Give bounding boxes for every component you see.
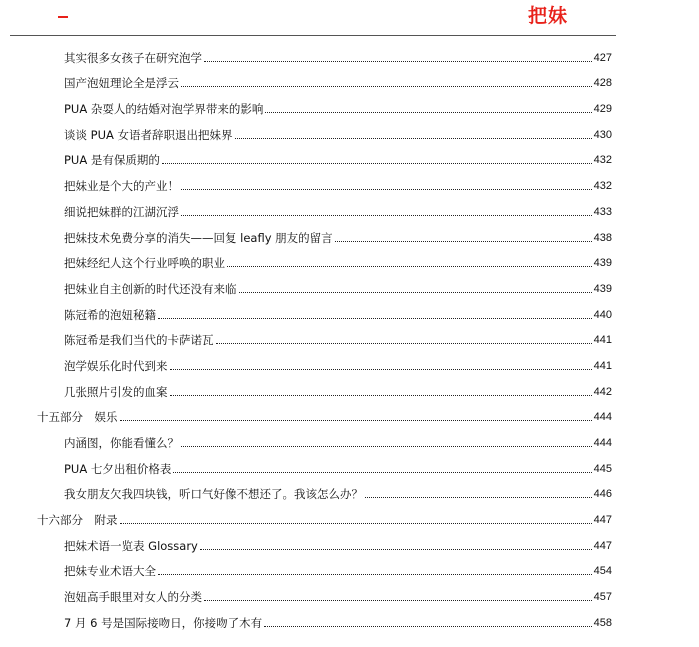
toc-entry[interactable] [0,455,612,481]
toc-entry-title: 把妹技术免费分享的消失——回复 leafly 朋友的留言 [64,230,333,245]
toc-dot-leader [181,214,592,216]
toc-dot-leader [216,342,592,344]
toc-entry[interactable] [0,250,612,276]
toc-entry-title: 内涵图，你能看懂么？ [64,436,179,450]
toc-dot-leader [158,317,592,319]
toc-page-number: 430 [593,128,612,141]
toc-page-number: 447 [593,514,612,527]
toc-dot-leader [265,111,591,113]
toc-page-number: 427 [593,51,612,64]
toc-dot-leader [200,548,592,550]
toc-entry[interactable] [0,275,612,301]
toc-dot-leader [365,496,592,498]
toc-page-number: 447 [593,539,612,552]
toc-entry-title: 十六部分 附录 [37,513,118,528]
toc-dot-leader [120,522,592,524]
toc-entry[interactable] [0,481,612,507]
toc-page-number: 444 [593,437,612,449]
toc-entry-title: 泡学娱乐化时代到来 [64,358,168,373]
toc-entry-title: 其实很多女孩子在研究泡学 [64,50,202,65]
header-red-mark [58,16,68,18]
toc-page-number: 440 [593,308,612,321]
toc-entry-title: 把妹业自主创新的时代还没有来临 [64,281,237,296]
toc-entry-title: 泡妞高手眼里对女人的分类 [64,590,202,605]
toc-dot-leader [158,573,592,575]
toc-entry[interactable] [0,609,612,635]
toc-entry-title: 陈冠希的泡妞秘籍 [64,307,156,322]
toc-entry[interactable] [0,70,612,96]
toc-section-entry[interactable] [0,404,612,430]
toc-dot-leader [181,188,592,190]
header-divider [10,35,616,36]
toc-entry-title: 把妹专业术语大全 [64,564,156,579]
toc-page-number: 454 [593,565,612,578]
toc-entry-title: 把妹术语一览表 Glossary [64,538,198,553]
toc-entry[interactable] [0,198,612,224]
toc-entry-title: 十五部分 娱乐 [37,410,118,425]
header-title: 把妹 [528,5,569,27]
toc-entry-title: 把妹业是个大的产业！ [64,179,179,194]
page-header [0,0,699,36]
toc-dot-leader [204,60,592,62]
toc-dot-leader [162,162,592,164]
toc-entry-title: PUA 七夕出租价格表 [64,461,172,476]
toc-entry-title: 谈谈 PUA 女语者辞职退出把妹界 [64,127,233,142]
toc-entry[interactable] [0,224,612,250]
toc-page-number: 457 [593,591,612,604]
toc-entry-title: 7 月 6 号是国际接吻日，你接吻了木有 [64,615,263,630]
toc-entry[interactable] [0,95,612,121]
toc-page-number: 428 [593,77,612,90]
toc-entry[interactable] [0,147,612,173]
toc-dot-leader [170,394,592,396]
toc-dot-leader [235,137,592,139]
toc-entry-title: 陈冠希是我们当代的卡萨诺瓦 [64,333,214,348]
toc-entry[interactable] [0,352,612,378]
toc-entry[interactable] [0,583,612,609]
toc-page-number: 446 [593,488,612,501]
toc-entry-title: PUA 杂耍人的结婚对泡学界带来的影响 [64,102,264,117]
toc-page-number: 432 [593,154,612,167]
toc-entry-title: 把妹经纪人这个行业呼唤的职业 [64,256,225,271]
toc-dot-leader [181,445,592,447]
toc-page-number: 442 [593,385,612,398]
toc-page-number: 458 [593,616,612,629]
toc-dot-leader [335,240,592,242]
toc-page-number: 433 [593,205,612,218]
toc-page-number: 432 [593,180,612,193]
toc-dot-leader [204,599,592,601]
toc-dot-leader [239,291,592,293]
toc-entry-title: 国产泡妞理论全是浮云 [64,76,179,91]
toc-dot-leader [170,368,592,370]
toc-entry[interactable] [0,172,612,198]
toc-page-number: 441 [593,359,612,372]
toc-entry[interactable] [0,532,612,558]
toc-dot-leader [173,471,591,473]
toc-entry[interactable] [0,327,612,353]
toc-dot-leader [227,265,592,267]
toc-page-number: 438 [593,231,612,244]
toc-entry[interactable] [0,121,612,147]
toc-entry-title: 细说把妹群的江湖沉浮 [64,204,179,219]
toc-page-number: 439 [593,282,612,295]
toc-entry[interactable] [0,378,612,404]
toc-page-number: 429 [593,103,612,116]
toc-page-number: 444 [593,411,612,424]
toc-dot-leader [120,419,592,421]
toc-entry[interactable] [0,558,612,584]
toc-page-number: 445 [593,462,612,475]
toc-entry-title: 几张照片引发的血案 [64,384,168,399]
toc-entry[interactable] [0,429,612,455]
toc-dot-leader [264,625,592,627]
toc-dot-leader [181,85,592,87]
toc-entry[interactable] [0,44,612,70]
toc-entry[interactable] [0,301,612,327]
toc-section-entry[interactable] [0,506,612,532]
table-of-contents [0,44,699,635]
toc-entry-title: 我女朋友欠我四块钱，听口气好像不想还了。我该怎么办？ [64,487,363,502]
toc-page-number: 441 [593,334,612,347]
toc-entry-title: PUA 是有保质期的 [64,153,160,168]
toc-page-number: 439 [593,257,612,270]
